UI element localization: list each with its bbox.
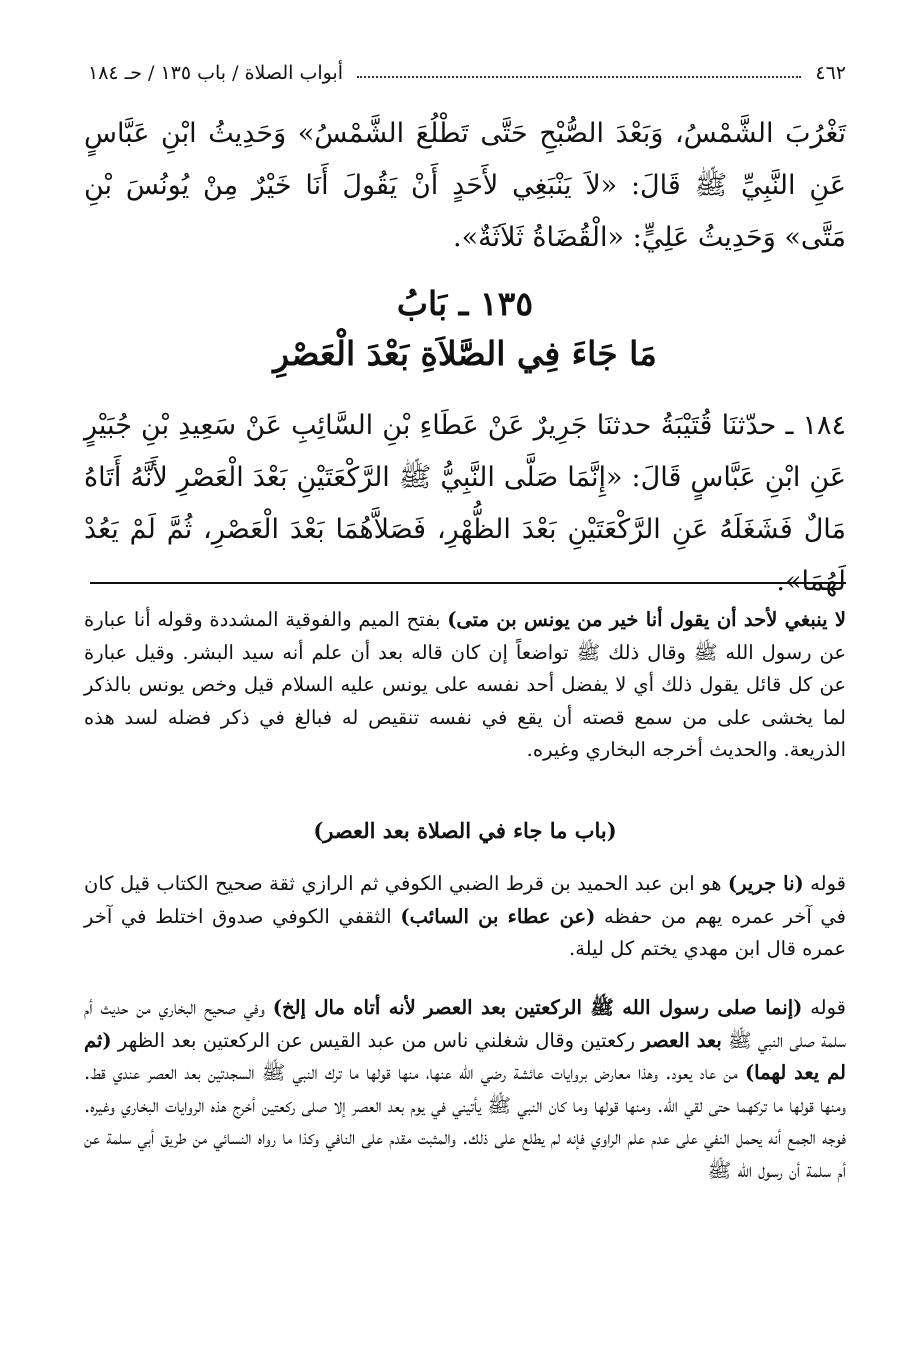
running-title: أبواب الصلاة / باب ١٣٥ / حـ ١٨٤	[88, 62, 344, 84]
commentary-lemma: (ثم لم يعد لهما)	[84, 1028, 846, 1084]
commentary-lemma: بعد العصر	[641, 1028, 722, 1052]
commentary-lemma: (إنما صلى رسول الله ﷺ الركعتين بعد العصر لأنه أتاه مال إلخ)	[272, 996, 803, 1019]
commentary-text: الثقفي الكوفي صدوق اختلط في آخر عمره قال ابن مهدي يختم كل ليلة.	[84, 904, 846, 960]
running-header	[88, 58, 846, 88]
commentary-text: وفي صحيح البخاري من حديث أم سلمة صلى النبي ﷺ	[84, 996, 847, 1052]
commentary-lemma: (نا جرير)	[727, 872, 804, 895]
commentary-text: قوله	[803, 872, 846, 895]
chapter-title: مَا جَاءَ فِي الصَّلاَةِ بَعْدَ الْعَصْرِ	[273, 334, 657, 373]
commentary-text: بفتح الميم والفوقية المشددة وقوله أنا عبارة عن رسول الله ﷺ وقال ذلك ﷺ تواضعاً إن كان قاله بعد أن علم أنه سيد البشر. وقيل عبارة عن كل قائل يقول ذلك أي لا يفضل أحد نفسه على يونس عليه السلام قيل وخص يونس بالذكر لما يخشى على من سمع قصته أن يقع في نفسه تنقيص له فبالغ في ذكر فضله لسد هذه الذريعة. والحديث أخرجه البخاري وغيره.	[84, 608, 846, 761]
page-number: ٤٦٢	[815, 62, 846, 84]
commentary-lemma: (عن عطاء بن السائب)	[400, 904, 596, 928]
commentary-text: قوله	[802, 996, 846, 1019]
commentary-paragraph-2	[84, 868, 846, 966]
commentary-text: هو ابن عبد الحميد بن قرط الضبي الكوفي ثم الرازي ثقة صحيح الكتاب قيل كان في آخر عمره يهم من حفظه	[84, 872, 846, 928]
commentary-paragraph-1	[84, 604, 846, 767]
header-dotted-leader	[357, 76, 801, 78]
matn-continuation: تَغْرُبَ الشَّمْسُ، وَبَعْدَ الصُّبْحِ حَتَّى تَطْلُعَ الشَّمْسُ» وَحَدِيثُ ابْنِ عَبَّاسٍ عَنِ النَّبِيِّ ﷺ قَالَ: «لاَ يَنْبَغِي لأَحَدٍ أَنْ يَقُولَ أَنَا خَيْرٌ مِنْ يُونُسَ بْنِ مَتَّى» وَحَدِيثُ عَلِيٍّ: «الْقُضَاةُ ثَلاَثَةٌ».	[84, 118, 846, 253]
hadith-184: ١٨٤ ـ حدّثنَا قُتَيْبَةُ حدثنَا جَرِيرٌ عَنْ عَطَاءِ بْنِ السَّائِبِ عَنْ سَعِيدِ بْنِ جُبَيْرٍ عَنِ ابْنِ عَبَّاسٍ قَالَ: «إِنَّمَا صَلَّى النَّبِيُّ ﷺ الرَّكْعَتَيْنِ بَعْدَ الْعَصْرِ لأَنَّهُ أَتَاهُ مَالٌ فَشَغَلَهُ عَنِ الرَّكْعَتَيْنِ بَعْدَ الظُّهْرِ، فَصَلاَّهُمَا بَعْدَ الْعَصْرِ، ثُمَّ لَمْ يَعُدْ لَهُمَا».	[84, 410, 846, 597]
footnote-divider	[90, 582, 846, 584]
commentary-text: ركعتين وقال شغلني ناس من عبد القيس عن الركعتين بعد الظهر	[111, 1028, 642, 1052]
commentary-lemma: لا ينبغي لأحد أن يقول أنا خير من يونس بن متى)	[447, 608, 846, 631]
commentary-text: من عاد يعود. وهذا معارض بروايات عائشة رضي الله عنها، منها قولها ما ترك النبي ﷺ السجدتين بعد العصر عندي قط. ومنها قولها ما تركهما حتى لقي الله. ومنها قولها وما كان النبي ﷺ يأتيني في يوم بعد العصر إلا صلى ركعتين أخرج هذه الروايات البخاري وغيره. فوجه الجمع أنه يحمل النفي على عدم علم الراوي فإنه لم يطلع على ذلك. والمثبت مقدم على النافي وكذا ما رواه النسائي من طريق أبي سلمة عن أم سلمة أن رسول الله ﷺ	[84, 1061, 846, 1182]
commentary-paragraph-3	[84, 992, 846, 1187]
commentary-subheading: (باب ما جاء في الصلاة بعد العصر)	[313, 818, 617, 843]
chapter-number: ١٣٥ ـ بَابُ	[396, 284, 534, 323]
